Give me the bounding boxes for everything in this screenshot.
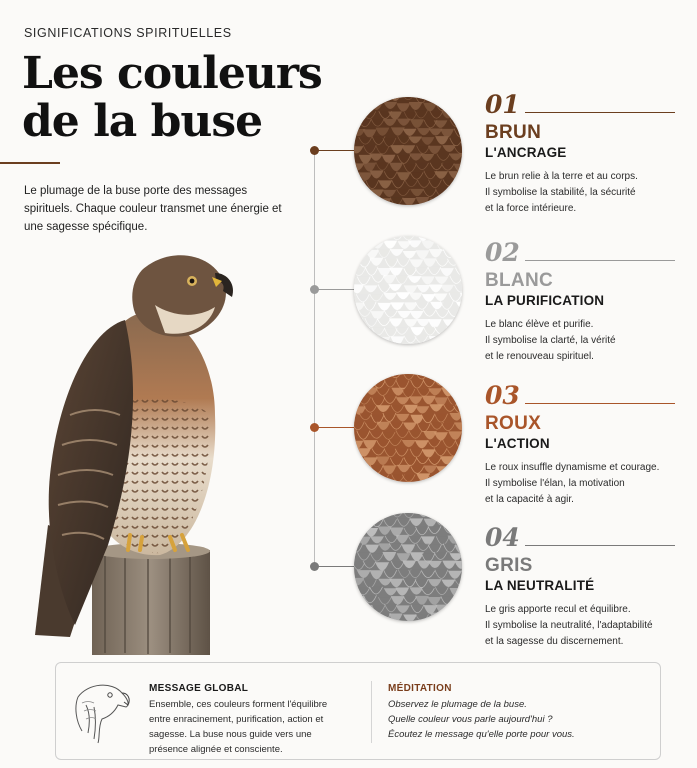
entry-subtitle: L'ACTION (485, 436, 550, 451)
meditation-title: MÉDITATION (388, 683, 452, 694)
timeline-connector-3 (318, 427, 356, 428)
entry-description (485, 317, 675, 365)
swatch-roux (354, 374, 462, 482)
entry-color-name: GRIS (485, 555, 533, 576)
entry-description (485, 602, 675, 650)
color-entry-gris (485, 525, 675, 650)
buzzard-illustration (30, 245, 260, 655)
desc-line: Le brun relie à la terre et au corps. (485, 171, 638, 182)
desc-line: Il symbolise la stabilité, la sécurité (485, 187, 636, 198)
desc-line: Le gris apporte recul et équilibre. (485, 604, 631, 615)
swatch-gris (354, 513, 462, 621)
entry-color-name: BLANC (485, 270, 553, 291)
entry-description (485, 169, 675, 217)
entry-color-name: BRUN (485, 122, 542, 143)
desc-line: Le roux insuffle dynamisme et courage. (485, 462, 660, 473)
swatch-blanc (354, 236, 462, 344)
color-entry-brun (485, 92, 675, 217)
timeline-connector-1 (318, 150, 356, 151)
entry-number: 01 (485, 90, 520, 119)
meditation-line: Écoutez le message qu'elle porte pour vous. (388, 729, 575, 740)
swatch-brun (354, 97, 462, 205)
summary-box (55, 662, 661, 760)
meditation-text (388, 697, 648, 742)
kicker-label: SIGNIFICATIONS SPIRITUELLES (24, 26, 232, 40)
entry-number-rule (525, 403, 675, 404)
entry-number: 04 (485, 523, 520, 552)
color-entry-blanc (485, 240, 675, 365)
title-line-1: Les couleurs (22, 48, 322, 99)
entry-description (485, 460, 675, 508)
title-underline (0, 162, 60, 164)
desc-line: et la sagesse du discernement. (485, 636, 624, 647)
desc-line: Il symbolise l'élan, la motivation (485, 478, 625, 489)
entry-number-rule (525, 112, 675, 113)
desc-line: Il symbolise la neutralité, l'adaptabilité (485, 620, 653, 631)
entry-number-rule (525, 260, 675, 261)
page-title (22, 50, 322, 146)
message-title: MESSAGE GLOBAL (149, 683, 249, 694)
entry-number-rule (525, 545, 675, 546)
entry-color-name: ROUX (485, 413, 542, 434)
meditation-line: Quelle couleur vous parle aujourd'hui ? (388, 714, 553, 725)
desc-line: et le renouveau spirituel. (485, 351, 594, 362)
buzzard-sketch-icon (68, 677, 134, 745)
entry-number: 03 (485, 381, 520, 410)
box-divider (371, 681, 372, 743)
intro-text: Le plumage de la buse porte des messages spirituels. Chaque couleur transmet une énergie et une sagesse spécifique. (24, 185, 282, 233)
entry-number: 02 (485, 238, 520, 267)
desc-line: et la force intérieure. (485, 203, 577, 214)
message-text: Ensemble, ces couleurs forment l'équilibre entre enracinement, purification, action et sagesse. La buse nous guide vers une présence alignée et consciente. (149, 699, 328, 755)
entry-subtitle: LA PURIFICATION (485, 293, 605, 308)
entry-subtitle: LA NEUTRALITÉ (485, 578, 595, 593)
desc-line: Il symbolise la clarté, la vérité (485, 335, 616, 346)
timeline-spine (314, 150, 315, 568)
entry-subtitle: L'ANCRAGE (485, 145, 567, 160)
desc-line: et la capacité à agir. (485, 494, 574, 505)
meditation-line: Observez le plumage de la buse. (388, 699, 527, 710)
title-line-2: de la buse (22, 96, 263, 147)
desc-line: Le blanc élève et purifie. (485, 319, 594, 330)
timeline-connector-2 (318, 289, 356, 290)
timeline-connector-4 (318, 566, 356, 567)
color-entry-roux (485, 383, 675, 508)
